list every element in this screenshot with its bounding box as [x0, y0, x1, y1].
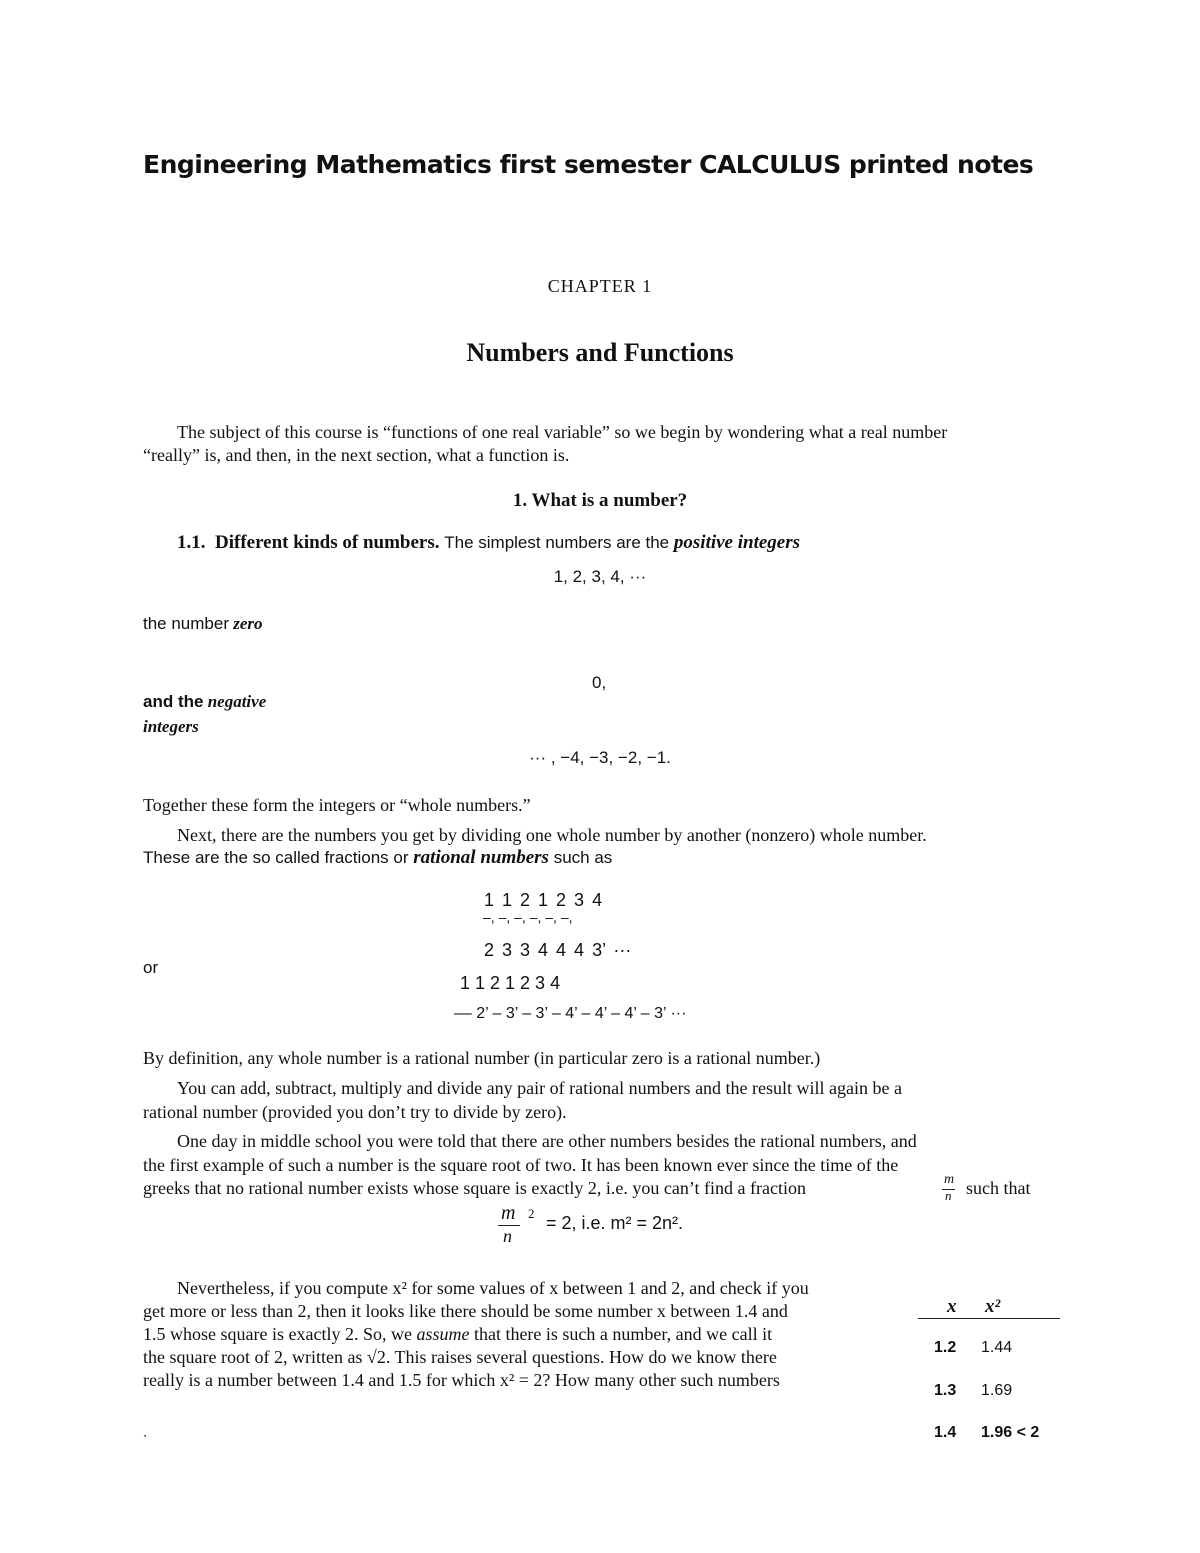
intro-line-1: The subject of this course is “functions of one real variable” so we begin by wondering what a real number [177, 422, 948, 442]
equation-numerator: m [501, 1202, 516, 1224]
together-line: Together these form the integers or “whole numbers.” [143, 795, 531, 815]
intro-line-2: “really” is, and then, in the next section, what a function is. [143, 445, 570, 465]
chapter-title: Numbers and Functions [466, 338, 734, 367]
table-row-3-x: 1.4 [934, 1424, 957, 1441]
or-label: or [143, 958, 159, 977]
oneday-line-3: greeks that no rational number exists whose square is exactly 2, i.e. you can’t find a fraction [143, 1178, 806, 1198]
next-line-1: Next, there are the numbers you get by dividing one whole number by another (nonzero) whole number. [177, 825, 927, 845]
negative-term-1: negative [207, 692, 267, 711]
oneday-line-2: the first example of such a number is the square root of two. It has been known ever since the time of the [143, 1155, 899, 1175]
section-heading: 1. What is a number? [512, 490, 688, 511]
subsection-line [177, 532, 800, 554]
chapter-label: CHAPTER 1 [547, 276, 653, 296]
never-line-3-a: 1.5 whose square is exactly 2. So, we [143, 1324, 412, 1344]
inline-fraction-numerator: m [944, 1172, 955, 1187]
subsection-number: 1.1. [177, 532, 206, 553]
never-line-5: really is a number between 1.4 and 1.5 for which x² = 2? How many other such numbers [143, 1370, 780, 1390]
table-row-2-x-squared: 1.69 [981, 1382, 1013, 1399]
negative-label: and the [143, 692, 204, 711]
table-header-x: x [947, 1296, 957, 1317]
assume-term: assume [416, 1324, 470, 1344]
inline-fraction-denominator: n [945, 1188, 952, 1203]
equation-denominator: n [503, 1226, 512, 1246]
zero-value: 0, [592, 673, 607, 692]
next-line-2 [143, 847, 612, 869]
zero-label: the number [143, 614, 229, 633]
fractions-numerators-2: 1 1 2 1 2 3 4 [460, 973, 561, 993]
positive-integers: 1, 2, 3, 4, ··· [553, 567, 647, 586]
never-line-1: Nevertheless, if you compute x² for some values of x between 1 and 2, and check if you [177, 1278, 809, 1298]
table-row-3-x-squared: 1.96 < 2 [981, 1424, 1040, 1441]
never-line-2: get more or less than 2, then it looks like there should be some number x between 1.4 and [143, 1301, 788, 1321]
equation-rest: = 2, i.e. m² = 2n². [546, 1213, 684, 1233]
next-line-2-b: such as [553, 848, 613, 867]
table-row-1-x-squared: 1.44 [981, 1339, 1013, 1356]
table-header-rule [918, 1318, 1060, 1319]
never-line-3 [143, 1322, 772, 1346]
fractions-denominators-2: –– 2’ – 3’ – 3’ – 4’ – 4’ – 4’ – 3’ ··· [454, 1005, 687, 1022]
next-line-2-a: These are the so called fractions or [143, 848, 409, 867]
table-row-1-x: 1.2 [934, 1339, 957, 1356]
equation-exponent: 2 [528, 1206, 535, 1221]
zero-term: zero [233, 614, 263, 633]
subsection-heading: Different kinds of numbers. [215, 532, 440, 553]
table-row-2-x: 1.3 [934, 1382, 957, 1399]
document-title: Engineering Mathematics first semester CALCULUS printed notes [143, 150, 1034, 179]
subsection-text: The simplest numbers are the [444, 533, 670, 552]
never-line-4: the square root of 2, written as √2. This raises several questions. How do we know there [143, 1347, 777, 1367]
rational-numbers-term: rational numbers [413, 847, 549, 868]
subsection-term: positive integers [673, 532, 801, 553]
fractions-numerators-1: 1 1 2 1 2 3 4 [484, 890, 603, 910]
add-line-2: rational number (provided you don’t try to divide by zero). [143, 1102, 567, 1122]
negative-term-2: integers [143, 717, 199, 736]
oneday-line-1: One day in middle school you were told that there are other numbers besides the rational numbers, and [177, 1131, 917, 1151]
fractions-denominators-1: 2 3 3 4 4 4 3’ ··· [484, 940, 632, 960]
negative-line-1 [143, 692, 266, 712]
definition-line: By definition, any whole number is a rational number (in particular zero is a rational number.) [143, 1048, 821, 1068]
negative-values: ··· , −4, −3, −2, −1. [529, 748, 671, 767]
table-header-x-squared: x² [985, 1296, 1001, 1317]
add-line-1: You can add, subtract, multiply and divide any pair of rational numbers and the result will again be a [177, 1078, 902, 1098]
never-line-3-b: that there is such a number, and we call it [473, 1324, 773, 1344]
footer-mark: ˎ [143, 1421, 148, 1437]
oneday-line-3-end: such that [966, 1178, 1031, 1198]
fractions-bars-1: –, –, –, –, –, –, [483, 909, 573, 925]
zero-line [143, 614, 263, 634]
